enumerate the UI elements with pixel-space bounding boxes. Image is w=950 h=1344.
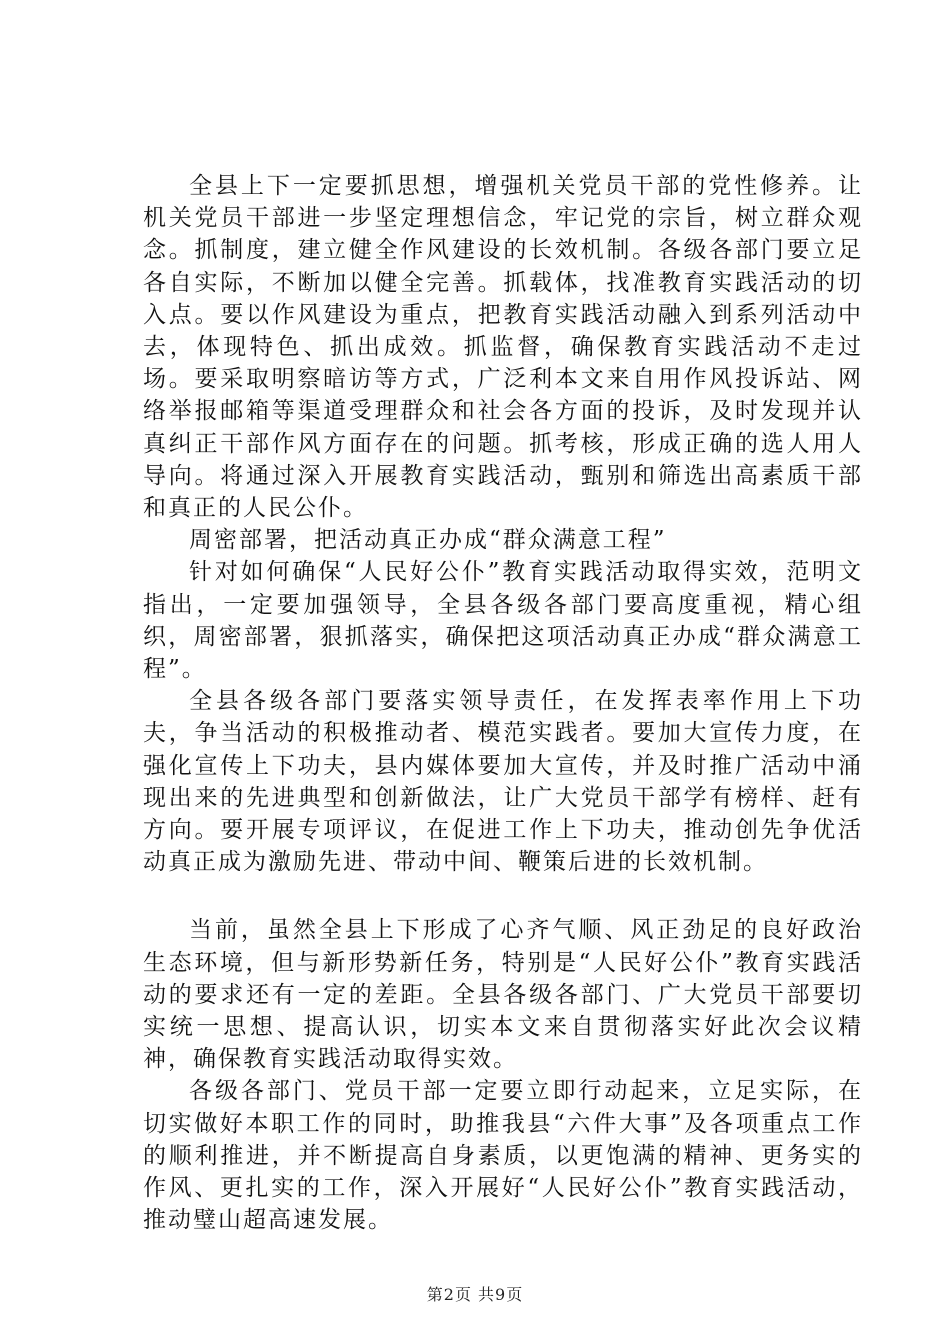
section-heading-deployment: 周密部署，把活动真正办成“群众满意工程” [189, 527, 667, 554]
page-number-footer: 第2页 共9页 [426, 1285, 524, 1304]
paragraph-spacer [143, 878, 863, 914]
paragraph-responsibility: 全县各级各部门要落实领导责任，在发挥表率作用上下功夫，争当活动的积极推动者、模范实践者。要加大宣传力度，在强化宣传上下功夫，县内媒体要加大宣传，并及时推广活动中涌现出来的先进典型和创新做法，让广大党员干部学有榜样、赶有方向。要开展专项评议，在促进工作上下功夫，推动创先争优活动真正成为激励先进、带动中间、鞭策后进的长效机制。 [143, 688, 863, 876]
document-body [143, 170, 863, 1237]
paragraph-action: 各级各部门、党员干部一定要立即行动起来，立足实际，在切实做好本职工作的同时，助推我县“六件大事”及各项重点工作的顺利推进，并不断提高自身素质，以更饱满的精神、更务实的作风、更扎实的工作，深入开展好“人民好公仆”教育实践活动，推动璧山超高速发展。 [143, 1078, 863, 1234]
paragraph-party-spirit: 全县上下一定要抓思想，增强机关党员干部的党性修养。让机关党员干部进一步坚定理想信念，牢记党的宗旨，树立群众观念。抓制度，建立健全作风建设的长效机制。各级各部门要立足各自实际，不断加以健全完善。抓载体，找准教育实践活动的切入点。要以作风建设为重点，把教育实践活动融入到系列活动中去，体现特色、抓出成效。抓监督，确保教育实践活动不走过场。要采取明察暗访等方式，广泛利本文来自用作风投诉站、网络举报邮箱等渠道受理群众和社会各方面的投诉，及时发现并认真纠正干部作风方面存在的问题。抓考核，形成正确的选人用人导向。将通过深入开展教育实践活动，甄别和筛选出高素质干部和真正的人民公仆。 [143, 173, 863, 522]
paragraph-current-situation: 当前，虽然全县上下形成了心齐气顺、风正劲足的良好政治生态环境，但与新形势新任务，特别是“人民好公仆”教育实践活动的要求还有一定的差距。全县各级各部门、广大党员干部要切实统一思想、提高认识，切实本文来自贯彻落实好此次会议精神，确保教育实践活动取得实效。 [143, 917, 863, 1073]
paragraph-leadership: 针对如何确保“人民好公仆”教育实践活动取得实效，范明文指出，一定要加强领导，全县各级各部门要高度重视，精心组织，周密部署，狠抓落实，确保把这项活动真正办成“群众满意工程”。 [143, 559, 863, 683]
